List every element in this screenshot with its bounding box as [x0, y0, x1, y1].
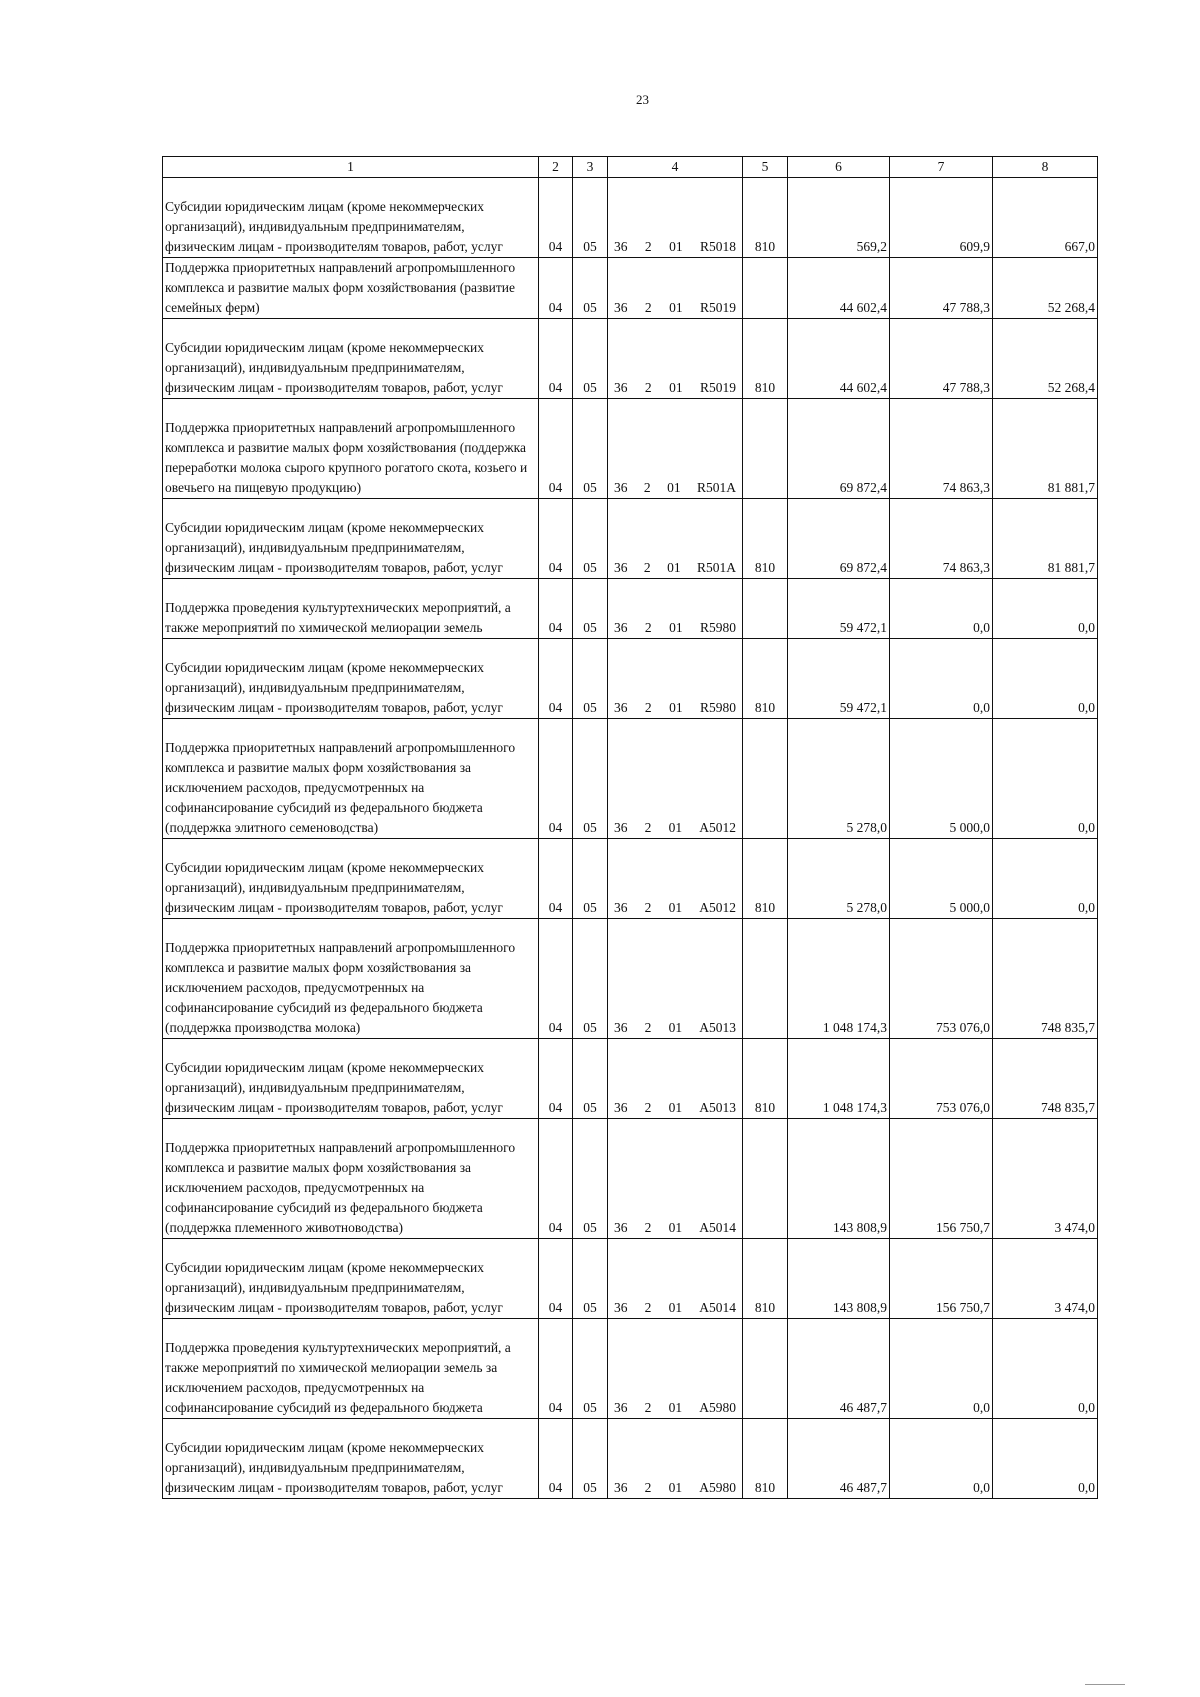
- target-article-parts: [610, 698, 740, 718]
- row-amount-year-2: 156 750,7: [890, 1239, 993, 1319]
- target-article-parts: [610, 298, 740, 318]
- table-row: [163, 1039, 1098, 1119]
- target-article-event: 01: [668, 1400, 683, 1415]
- row-target-article: [608, 1119, 743, 1239]
- target-article-event: 01: [669, 300, 683, 315]
- row-target-article: [608, 1039, 743, 1119]
- row-expense-type: 810: [743, 319, 788, 399]
- row-name: Субсидии юридическим лицам (кроме некоммерческих организаций), индивидуальным предпринимателям, физическим лицам - производителям товаров, работ, услуг: [163, 1239, 539, 1319]
- header-col-3: 3: [573, 157, 608, 178]
- row-amount-year-1: 44 602,4: [788, 258, 890, 319]
- row-section: 04: [539, 1039, 573, 1119]
- budget-table: [162, 156, 1098, 1499]
- row-target-article: [608, 579, 743, 639]
- target-article-program: 36: [614, 300, 628, 315]
- row-name: Поддержка приоритетных направлений агропромышленного комплекса и развитие малых форм хозяйствования за исключением расходов, предусмотренных на софинансирование субсидий из федерального бюджета (поддержка племенного животноводства): [163, 1119, 539, 1239]
- row-section: 04: [539, 319, 573, 399]
- table-row: [163, 839, 1098, 919]
- target-article-subprogram: 2: [644, 239, 652, 254]
- target-article-parts: [610, 818, 740, 838]
- target-article-event: 01: [668, 820, 683, 835]
- target-article-program: 36: [614, 1220, 628, 1235]
- target-article-parts: [610, 237, 740, 257]
- row-subsection: 05: [573, 719, 608, 839]
- row-amount-year-1: 5 278,0: [788, 839, 890, 919]
- target-article-direction: R5980: [699, 620, 736, 635]
- row-amount-year-3: 81 881,7: [993, 499, 1098, 579]
- target-article-parts: [610, 478, 740, 498]
- row-name: Поддержка проведения культуртехнических мероприятий, а также мероприятий по химической мелиорации земель: [163, 579, 539, 639]
- target-article-direction: R5019: [699, 300, 736, 315]
- row-name: Поддержка приоритетных направлений агропромышленного комплекса и развитие малых форм хозяйствования (развитие семейных ферм): [163, 258, 539, 319]
- row-amount-year-2: 609,9: [890, 178, 993, 258]
- row-amount-year-2: 753 076,0: [890, 919, 993, 1039]
- target-article-direction: R501A: [696, 560, 736, 575]
- header-col-2: 2: [539, 157, 573, 178]
- target-article-parts: [610, 1098, 740, 1118]
- target-article-subprogram: 2: [644, 900, 652, 915]
- row-subsection: 05: [573, 1119, 608, 1239]
- row-target-article: [608, 319, 743, 399]
- row-section: 04: [539, 1239, 573, 1319]
- target-article-event: 01: [669, 700, 683, 715]
- row-subsection: 05: [573, 839, 608, 919]
- row-subsection: 05: [573, 499, 608, 579]
- table-row: [163, 579, 1098, 639]
- target-article-subprogram: 2: [644, 1480, 652, 1495]
- target-article-program: 36: [614, 239, 628, 254]
- row-name: Субсидии юридическим лицам (кроме некоммерческих организаций), индивидуальным предпринимателям, физическим лицам - производителям товаров, работ, услуг: [163, 639, 539, 719]
- table-row: [163, 719, 1098, 839]
- target-article-direction: A5012: [699, 820, 736, 835]
- target-article-event: 01: [669, 380, 683, 395]
- target-article-parts: [610, 898, 740, 918]
- target-article-event: 01: [668, 1020, 683, 1035]
- target-article-subprogram: 2: [644, 820, 652, 835]
- target-article-program: 36: [614, 1400, 628, 1415]
- row-amount-year-3: 81 881,7: [993, 399, 1098, 499]
- row-expense-type: 810: [743, 1239, 788, 1319]
- row-expense-type: 810: [743, 839, 788, 919]
- target-article-event: 01: [668, 1100, 683, 1115]
- row-amount-year-3: 748 835,7: [993, 919, 1098, 1039]
- row-name: Субсидии юридическим лицам (кроме некоммерческих организаций), индивидуальным предпринимателям, физическим лицам - производителям товаров, работ, услуг: [163, 1419, 539, 1499]
- target-article-subprogram: 2: [643, 480, 651, 495]
- target-article-program: 36: [614, 480, 628, 495]
- target-article-parts: [610, 1478, 740, 1498]
- row-amount-year-3: 0,0: [993, 1319, 1098, 1419]
- row-expense-type: [743, 1319, 788, 1419]
- row-amount-year-1: 46 487,7: [788, 1319, 890, 1419]
- target-article-program: 36: [614, 380, 628, 395]
- target-article-direction: R5980: [699, 700, 736, 715]
- row-subsection: 05: [573, 399, 608, 499]
- row-amount-year-3: 3 474,0: [993, 1239, 1098, 1319]
- row-name: Субсидии юридическим лицам (кроме некоммерческих организаций), индивидуальным предпринимателям, физическим лицам - производителям товаров, работ, услуг: [163, 499, 539, 579]
- row-subsection: 05: [573, 258, 608, 319]
- table-row: [163, 639, 1098, 719]
- row-amount-year-3: 0,0: [993, 579, 1098, 639]
- row-amount-year-3: 52 268,4: [993, 319, 1098, 399]
- row-amount-year-2: 156 750,7: [890, 1119, 993, 1239]
- target-article-direction: R5018: [699, 239, 736, 254]
- target-article-direction: A5012: [699, 900, 736, 915]
- row-expense-type: [743, 1119, 788, 1239]
- row-amount-year-1: 1 048 174,3: [788, 919, 890, 1039]
- target-article-subprogram: 2: [644, 1100, 652, 1115]
- row-amount-year-1: 69 872,4: [788, 399, 890, 499]
- target-article-direction: R501A: [696, 480, 736, 495]
- header-col-4: 4: [608, 157, 743, 178]
- header-row: [163, 157, 1098, 178]
- table-body: [163, 178, 1098, 1499]
- row-section: 04: [539, 1119, 573, 1239]
- row-amount-year-2: 0,0: [890, 579, 993, 639]
- row-expense-type: 810: [743, 178, 788, 258]
- row-section: 04: [539, 719, 573, 839]
- row-amount-year-2: 5 000,0: [890, 719, 993, 839]
- row-subsection: 05: [573, 579, 608, 639]
- row-amount-year-3: 0,0: [993, 639, 1098, 719]
- target-article-parts: [610, 558, 740, 578]
- target-article-event: 01: [668, 1480, 683, 1495]
- table-row: [163, 499, 1098, 579]
- header-col-7: 7: [890, 157, 993, 178]
- target-article-event: 01: [667, 480, 681, 495]
- row-subsection: 05: [573, 639, 608, 719]
- row-amount-year-2: 47 788,3: [890, 319, 993, 399]
- row-amount-year-3: 748 835,7: [993, 1039, 1098, 1119]
- row-amount-year-1: 59 472,1: [788, 639, 890, 719]
- row-expense-type: 810: [743, 1419, 788, 1499]
- row-amount-year-2: 74 863,3: [890, 399, 993, 499]
- target-article-program: 36: [614, 1300, 628, 1315]
- target-article-direction: A5980: [699, 1480, 736, 1495]
- target-article-program: 36: [614, 560, 628, 575]
- target-article-event: 01: [669, 620, 683, 635]
- row-name: Субсидии юридическим лицам (кроме некоммерческих организаций), индивидуальным предпринимателям, физическим лицам - производителям товаров, работ, услуг: [163, 1039, 539, 1119]
- table-row: [163, 319, 1098, 399]
- row-section: 04: [539, 499, 573, 579]
- table-row: [163, 919, 1098, 1039]
- row-target-article: [608, 1419, 743, 1499]
- row-amount-year-2: 0,0: [890, 639, 993, 719]
- row-amount-year-3: 667,0: [993, 178, 1098, 258]
- target-article-direction: A5980: [699, 1400, 736, 1415]
- row-target-article: [608, 258, 743, 319]
- row-amount-year-2: 0,0: [890, 1319, 993, 1419]
- row-section: 04: [539, 579, 573, 639]
- row-amount-year-3: 0,0: [993, 1419, 1098, 1499]
- row-section: 04: [539, 919, 573, 1039]
- target-article-program: 36: [614, 900, 628, 915]
- row-amount-year-1: 46 487,7: [788, 1419, 890, 1499]
- row-amount-year-3: 52 268,4: [993, 258, 1098, 319]
- row-amount-year-1: 569,2: [788, 178, 890, 258]
- row-target-article: [608, 719, 743, 839]
- row-name: Поддержка проведения культуртехнических мероприятий, а также мероприятий по химической мелиорации земель за исключением расходов, предусмотренных на софинансирование субсидий из федерального бюджета: [163, 1319, 539, 1419]
- row-name: Субсидии юридическим лицам (кроме некоммерческих организаций), индивидуальным предпринимателям, физическим лицам - производителям товаров, работ, услуг: [163, 319, 539, 399]
- page-number: 23: [636, 92, 649, 107]
- row-subsection: 05: [573, 1419, 608, 1499]
- header-col-6: 6: [788, 157, 890, 178]
- row-amount-year-1: 69 872,4: [788, 499, 890, 579]
- target-article-subprogram: 2: [644, 620, 652, 635]
- header-col-1: 1: [163, 157, 539, 178]
- row-amount-year-2: 74 863,3: [890, 499, 993, 579]
- row-amount-year-1: 1 048 174,3: [788, 1039, 890, 1119]
- row-amount-year-3: 3 474,0: [993, 1119, 1098, 1239]
- target-article-program: 36: [614, 1480, 628, 1495]
- target-article-parts: [610, 1218, 740, 1238]
- row-subsection: 05: [573, 919, 608, 1039]
- table-row: [163, 1239, 1098, 1319]
- target-article-program: 36: [614, 820, 628, 835]
- row-amount-year-2: 47 788,3: [890, 258, 993, 319]
- target-article-program: 36: [614, 700, 628, 715]
- target-article-subprogram: 2: [644, 700, 652, 715]
- header-col-8: 8: [993, 157, 1098, 178]
- row-subsection: 05: [573, 1319, 608, 1419]
- row-section: 04: [539, 178, 573, 258]
- row-name: Субсидии юридическим лицам (кроме некоммерческих организаций), индивидуальным предпринимателям, физическим лицам - производителям товаров, работ, услуг: [163, 178, 539, 258]
- target-article-direction: R5019: [699, 380, 736, 395]
- target-article-parts: [610, 618, 740, 638]
- row-expense-type: [743, 258, 788, 319]
- target-article-direction: A5014: [699, 1220, 736, 1235]
- row-section: 04: [539, 1419, 573, 1499]
- target-article-direction: A5014: [699, 1300, 736, 1315]
- row-subsection: 05: [573, 1039, 608, 1119]
- row-name: Субсидии юридическим лицам (кроме некоммерческих организаций), индивидуальным предпринимателям, физическим лицам - производителям товаров, работ, услуг: [163, 839, 539, 919]
- target-article-event: 01: [668, 900, 683, 915]
- row-name: Поддержка приоритетных направлений агропромышленного комплекса и развитие малых форм хозяйствования за исключением расходов, предусмотренных на софинансирование субсидий из федерального бюджета (поддержка элитного семеноводства): [163, 719, 539, 839]
- row-target-article: [608, 399, 743, 499]
- target-article-subprogram: 2: [643, 560, 651, 575]
- row-section: 04: [539, 639, 573, 719]
- header-col-5: 5: [743, 157, 788, 178]
- row-target-article: [608, 639, 743, 719]
- row-target-article: [608, 499, 743, 579]
- row-section: 04: [539, 258, 573, 319]
- row-expense-type: [743, 919, 788, 1039]
- row-target-article: [608, 178, 743, 258]
- target-article-event: 01: [668, 1220, 683, 1235]
- row-target-article: [608, 919, 743, 1039]
- row-section: 04: [539, 1319, 573, 1419]
- table-row: [163, 1119, 1098, 1239]
- target-article-subprogram: 2: [644, 1300, 652, 1315]
- row-expense-type: 810: [743, 499, 788, 579]
- row-amount-year-2: 0,0: [890, 1419, 993, 1499]
- table-row: [163, 1319, 1098, 1419]
- row-target-article: [608, 1239, 743, 1319]
- target-article-parts: [610, 1298, 740, 1318]
- row-amount-year-1: 5 278,0: [788, 719, 890, 839]
- target-article-subprogram: 2: [644, 300, 652, 315]
- target-article-subprogram: 2: [644, 1020, 652, 1035]
- row-target-article: [608, 839, 743, 919]
- table-row: [163, 178, 1098, 258]
- row-expense-type: 810: [743, 639, 788, 719]
- target-article-parts: [610, 1018, 740, 1038]
- target-article-direction: A5013: [699, 1020, 736, 1035]
- row-name: Поддержка приоритетных направлений агропромышленного комплекса и развитие малых форм хозяйствования за исключением расходов, предусмотренных на софинансирование субсидий из федерального бюджета (поддержка производства молока): [163, 919, 539, 1039]
- target-article-parts: [610, 378, 740, 398]
- target-article-event: 01: [669, 239, 683, 254]
- row-amount-year-1: 143 808,9: [788, 1239, 890, 1319]
- target-article-program: 36: [614, 620, 628, 635]
- scan-artifact: [1085, 1684, 1125, 1685]
- row-amount-year-1: 143 808,9: [788, 1119, 890, 1239]
- target-article-subprogram: 2: [644, 380, 652, 395]
- target-article-direction: A5013: [699, 1100, 736, 1115]
- target-article-event: 01: [667, 560, 681, 575]
- target-article-subprogram: 2: [644, 1400, 652, 1415]
- row-amount-year-1: 59 472,1: [788, 579, 890, 639]
- row-expense-type: 810: [743, 1039, 788, 1119]
- target-article-parts: [610, 1398, 740, 1418]
- target-article-program: 36: [614, 1100, 628, 1115]
- row-name: Поддержка приоритетных направлений агропромышленного комплекса и развитие малых форм хозяйствования (поддержка переработки молока сырого крупного рогатого скота, козьего и овечьего на пищевую продукцию): [163, 399, 539, 499]
- row-amount-year-3: 0,0: [993, 839, 1098, 919]
- row-subsection: 05: [573, 319, 608, 399]
- row-amount-year-3: 0,0: [993, 719, 1098, 839]
- table-row: [163, 399, 1098, 499]
- row-target-article: [608, 1319, 743, 1419]
- target-article-event: 01: [668, 1300, 683, 1315]
- target-article-subprogram: 2: [644, 1220, 652, 1235]
- row-amount-year-2: 5 000,0: [890, 839, 993, 919]
- row-subsection: 05: [573, 178, 608, 258]
- row-section: 04: [539, 839, 573, 919]
- row-section: 04: [539, 399, 573, 499]
- table-row: [163, 1419, 1098, 1499]
- row-expense-type: [743, 719, 788, 839]
- table-row: [163, 258, 1098, 319]
- row-expense-type: [743, 579, 788, 639]
- row-amount-year-2: 753 076,0: [890, 1039, 993, 1119]
- target-article-program: 36: [614, 1020, 628, 1035]
- row-expense-type: [743, 399, 788, 499]
- row-subsection: 05: [573, 1239, 608, 1319]
- row-amount-year-1: 44 602,4: [788, 319, 890, 399]
